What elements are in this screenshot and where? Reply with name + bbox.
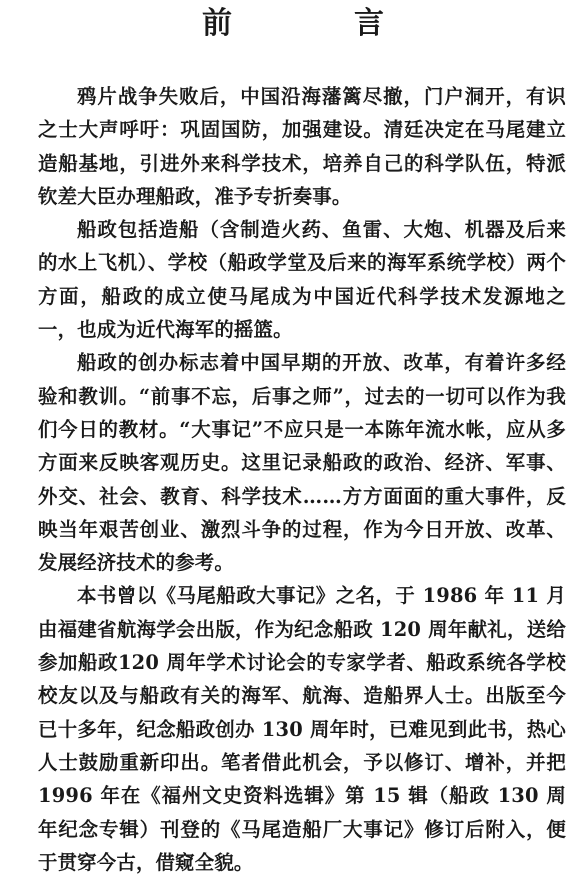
paragraph-1: 鸦片战争失败后，中国沿海藩篱尽撤，门户洞开，有识之士大声呼吁：巩固国防，加强建设。清廷决定在马尾建立造船基地，引进外来科学技术，培养自己的科学队伍，特派钦差大臣办理船政，准予专折奏事。 [38, 85, 566, 208]
body-text [38, 80, 566, 879]
paragraph-3: 船政的创办标志着中国早期的开放、改革，有着许多经验和教训。“前事不忘，后事之师”，过去的一切可以作为我们今日的教材。“大事记”不应只是一本陈年流水帐，应从多方面来反映客观历史。这里记录船政的政治、经济、军事、外交、社会、教育、科学技术……方方面面的重大事件，反映当年艰苦创业、激烈斗争的过程，作为今日开放、改革、发展经济技术的参考。 [38, 351, 566, 575]
paragraph-4: 本书曾以《马尾船政大事记》之名，于 1986 年 11 月由福建省航海学会出版，作为纪念船政 120 周年献礼，送给参加船政120 周年学术讨论会的专家学者、船政系统各学校校友以及与船政有关的海军、航海、造船界人士。出版至今已十多年，纪念船政创办 130 周年时，已难见到此书，热心人士鼓励重新印出。笔者借此机会，予以修订、增补，并把 1996 年在《福州文史资料选辑》第 15 辑（船政 130 周年纪念专辑）刊登的《马尾造船厂大事记》修订后附入，便于贯穿今古，借窥全貌。 [38, 584, 566, 874]
paragraph-2: 船政包括造船（含制造火药、鱼雷、大炮、机器及后来的水上飞机）、学校（船政学堂及后来的海军系统学校）两个方面，船政的成立使马尾成为中国近代科学技术发源地之一，也成为近代海军的摇篮。 [38, 218, 566, 342]
page-title: 前 言 [202, 6, 430, 41]
